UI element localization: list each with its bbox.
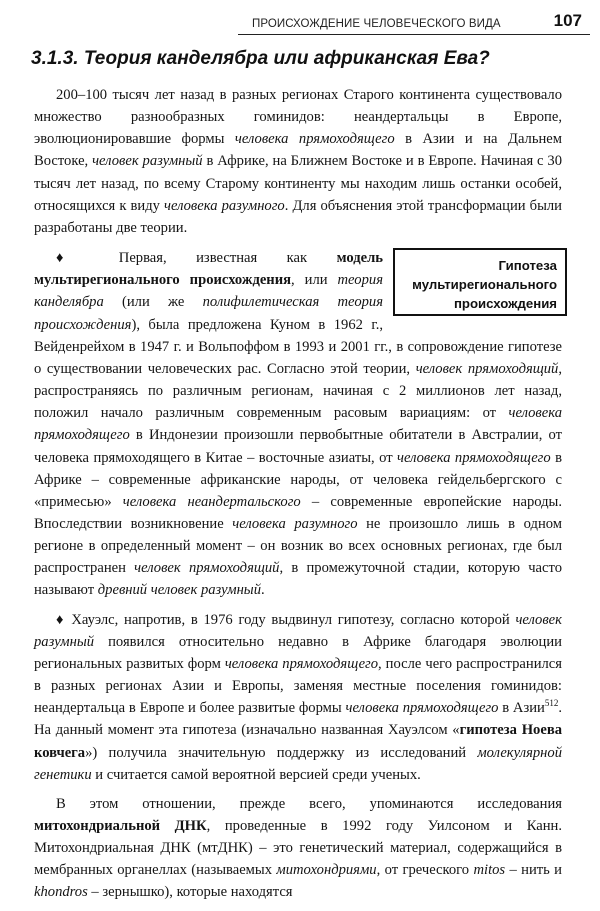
bold-term: гипотеза Ноева ковчега: [34, 722, 562, 761]
text-run: 200–100 тысяч лет назад в разных регионах Старого континента существовало множество разнообразных гоминидов: неандертальцы в Европе, эволюционировавшие формы: [34, 87, 562, 148]
italic-term: человека неандертальского: [122, 493, 301, 510]
text-run: , распространяясь по различным регионам, начиная с 2 миллионов лет назад, положил начало различным современным расовым вариациям: от: [34, 360, 562, 422]
text-run: (или же: [103, 294, 203, 311]
paragraph-out-of-africa: [34, 609, 562, 786]
text-run: в Африке, на Ближнем Востоке и в Европе. Начиная с 30 тысяч лет назад, по всему Старому континенту мы находим лишь останки особей, относящихся к виду: [34, 153, 562, 214]
text-run: – нить и: [505, 862, 562, 879]
text-run: – современные европейские народы. Впоследствии возникновение: [34, 493, 562, 532]
text-run: в Азии: [498, 700, 545, 717]
text-run: .: [261, 582, 265, 599]
italic-term: человека прямоходящего: [34, 405, 562, 444]
margin-note-line-2: мультирегионального: [412, 277, 557, 293]
italic-term: древний человек разумный: [97, 582, 261, 599]
margin-note-line-3: происхождения: [453, 296, 557, 312]
text-run: , в промежуточной стадии, которую часто называют: [34, 560, 562, 599]
text-run: в Индонезии произошли первобытные обитатели в Австралии, от человека прямоходящего в Китае – восточные азиаты, от: [34, 427, 562, 466]
italic-term: человека разумного: [232, 515, 358, 532]
italic-term: человека прямоходящего: [397, 449, 551, 466]
body-text: [34, 84, 562, 911]
text-run: не произошло лишь в одном регионе в определенный момент – он возник во всех основных регионах, где был распространен: [34, 515, 563, 577]
margin-note-box: [393, 248, 567, 316]
text-run: , от греческого: [376, 862, 474, 879]
running-head: [238, 8, 590, 35]
italic-term: человека прямоходящего: [234, 131, 395, 148]
bold-term: модель мультирегионального происхождения: [34, 250, 383, 289]
text-run: в Африке – современные африканские народы, от человека гейдельбергского с «примесью»: [34, 449, 562, 510]
italic-term: человек разумный: [34, 611, 562, 650]
italic-term: человека прямоходящего: [224, 655, 379, 672]
text-run: ), была предложена Куном в 1962 г., Вейденрейхом в 1947 г. и Вольпоффом в 1993 и 2001 гг., в сопровождение гипотезе о существовании человеческих рас. Согласно этой теории,: [34, 316, 562, 377]
text-run: в Азии и на Дальнем Востоке,: [34, 131, 563, 170]
page-number: 107: [553, 11, 582, 30]
section-heading: 3.1.3. Теория канделябра или африканская Ева?: [31, 48, 490, 69]
italic-term: человек прямоходящий: [415, 360, 559, 377]
text-run: ») получила значительную поддержку из исследований: [85, 744, 478, 761]
italic-term: человек разумный: [92, 153, 203, 170]
italic-term: mitos: [473, 862, 506, 879]
text-run: . На данный момент эта гипотеза (изначально названная Хауэлсом «: [34, 700, 562, 739]
paragraph-mtdna: [34, 793, 562, 904]
footnote-ref: 512: [544, 698, 559, 709]
text-run: – зернышко), которые находятся: [87, 884, 293, 901]
italic-term: митохондриями: [276, 862, 377, 879]
text-run: . Для объяснения этой трансформации были разработаны две теории.: [34, 197, 562, 236]
text-run: , проведенные в 1992 году Уилсоном и Канн. Митохондриальная ДНК (мтДНК) – это генетический материал, содержащийся в мембранных органеллах (называемых: [34, 818, 562, 879]
text-run: и считается самой вероятной версией среди ученых.: [91, 766, 421, 783]
text-run: , после чего распространился в разных регионах Азии и Европы, заменяя местные поселения гоминидов: неандертальца в Европе и более развитые формы: [34, 655, 562, 717]
margin-note-line-1: Гипотеза: [498, 258, 557, 274]
paragraph-intro: [34, 84, 562, 239]
italic-term: теория канделябра: [34, 272, 383, 311]
italic-term: khondros: [34, 884, 88, 901]
bold-term: митохондриальной ДНК: [34, 818, 207, 834]
text-run: ♦ Первая, известная как: [56, 250, 337, 267]
italic-term: полифилетическая теория происхождения: [34, 294, 384, 333]
text-run: появился относительно недавно в Африке благодаря эволюции региональных развитых форм: [34, 633, 562, 672]
italic-term: человека разумного: [164, 197, 285, 214]
text-run: ♦ Хауэлс, напротив, в 1976 году выдвинул гипотезу, согласно которой: [56, 611, 516, 628]
italic-term: человека прямоходящего: [345, 700, 499, 717]
text-run: В этом отношении, прежде всего, упоминаются исследования: [56, 795, 562, 812]
text-run: , или: [291, 272, 338, 289]
running-head-title: ПРОИСХОЖДЕНИЕ ЧЕЛОВЕЧЕСКОГО ВИДА: [252, 18, 501, 30]
italic-term: человек прямоходящий: [134, 560, 280, 577]
italic-term: молекулярной генетики: [34, 744, 562, 783]
